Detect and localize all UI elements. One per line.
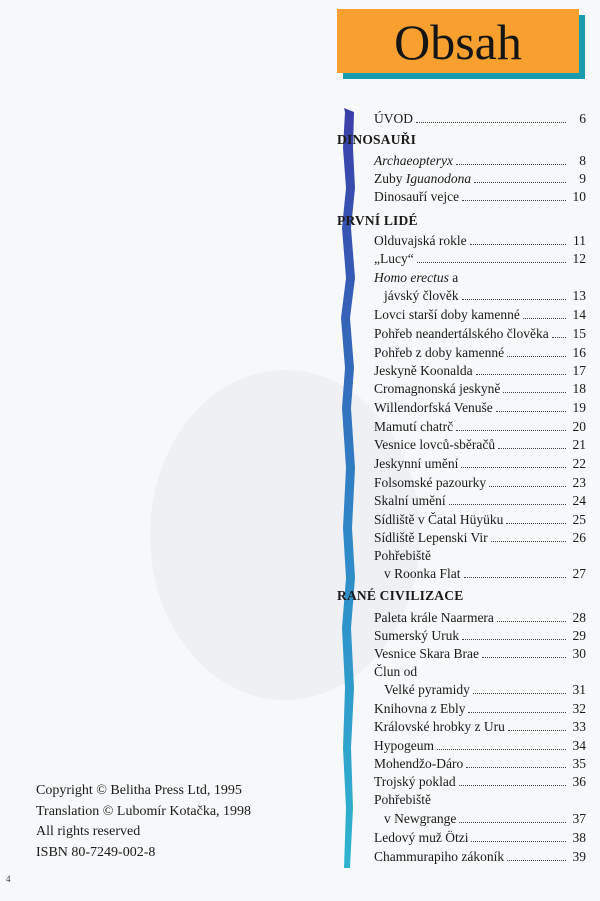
toc-entry-page: 31 [572, 682, 586, 697]
toc-entry[interactable] [374, 152, 586, 170]
toc-entry-label: Královské hrobky z Uru [374, 719, 505, 734]
toc-entry-page: 8 [579, 153, 586, 168]
toc-entry-page: 13 [572, 288, 586, 303]
section-heading: PRVNÍ LIDÉ [337, 213, 418, 228]
toc-entry-page: 27 [572, 566, 586, 581]
toc-entry-label: Dinosauří vejce [374, 189, 460, 204]
dot-leader [508, 718, 566, 731]
dot-leader [462, 287, 566, 300]
toc-entry-page: 22 [572, 456, 586, 471]
toc-entry[interactable] [374, 170, 586, 188]
dot-leader [503, 380, 566, 393]
toc-entry-label: Zuby Iguanodona [374, 171, 472, 186]
toc-entry-label: Cromagnonská jeskyně [374, 381, 501, 396]
toc-entry[interactable] [374, 718, 586, 736]
toc-entry-label: Archaeopteryx [374, 153, 453, 168]
toc-entry-label: Vesnice Skara Brae [374, 646, 479, 661]
toc-entry[interactable] [384, 681, 586, 699]
toc-entry[interactable] [374, 609, 586, 627]
toc-entry[interactable] [374, 110, 586, 128]
dot-leader [482, 645, 566, 658]
dot-leader [474, 170, 566, 183]
toc-entry-label: Ledový muž Ötzi [374, 830, 469, 845]
dot-leader [470, 232, 566, 245]
dot-leader [507, 344, 566, 357]
dot-leader [437, 737, 566, 750]
toc-entry-label: jávský člověk [384, 288, 459, 303]
toc-entry-page: 23 [572, 475, 586, 490]
dot-leader [459, 773, 566, 786]
toc-entry-page: 29 [572, 628, 586, 643]
toc-entry-page: 37 [572, 811, 586, 826]
toc-entry[interactable] [374, 529, 586, 547]
section-heading: DINOSAUŘI [337, 132, 417, 147]
toc-entry[interactable] [374, 663, 586, 681]
toc-entry[interactable] [374, 250, 586, 268]
toc-entry-label: Pohřebiště [374, 548, 431, 563]
toc-entry-label: Jeskyně Koonalda [374, 363, 473, 378]
toc-entry-label: Člun od [374, 664, 418, 679]
toc-entry[interactable] [374, 492, 586, 510]
dot-leader [464, 565, 567, 578]
toc-entry-label: Mohendžo-Dáro [374, 756, 464, 771]
toc-entry[interactable] [384, 287, 586, 305]
toc-entry-page: 25 [572, 512, 586, 527]
toc-entry[interactable] [374, 188, 586, 206]
toc-entry-label: ÚVOD [374, 111, 413, 126]
toc-entry-page: 9 [579, 171, 586, 186]
toc-entry[interactable] [374, 829, 586, 847]
dot-leader [416, 110, 566, 123]
toc-entry-label: Lovci starší doby kamenné [374, 307, 520, 322]
toc-entry-page: 28 [572, 610, 586, 625]
toc-entry-label: Skalní umění [374, 493, 446, 508]
dot-leader [506, 511, 566, 524]
toc-entry[interactable] [374, 511, 586, 529]
toc-entry-page: 30 [572, 646, 586, 661]
translation-line: Translation © Lubomír Kotačka, 1998 [36, 803, 252, 819]
toc-entry-page: 15 [572, 326, 586, 341]
toc-entry[interactable] [374, 773, 586, 791]
dot-leader [489, 474, 566, 487]
toc-entry-label: „Lucy“ [374, 251, 414, 266]
dot-leader [523, 306, 566, 319]
toc-entry-page: 6 [579, 111, 586, 126]
toc-entry[interactable] [374, 362, 586, 380]
page-title: Obsah [394, 14, 522, 70]
toc-entry[interactable] [374, 700, 586, 718]
toc-entry-page: 24 [572, 493, 586, 508]
toc-entry-label: Paleta krále Naarmera [374, 610, 494, 625]
toc-entry[interactable] [374, 399, 586, 417]
dot-leader [491, 529, 566, 542]
toc-entry-label: Velké pyramidy [384, 682, 470, 697]
toc-entry-label: v Roonka Flat [384, 566, 461, 581]
toc-entry-page: 38 [572, 830, 586, 845]
toc-entry-label: Pohřeb z doby kamenné [374, 345, 505, 360]
dot-leader [461, 455, 566, 468]
toc-entry[interactable] [374, 645, 586, 663]
toc-entry-label: Pohřebiště [374, 792, 431, 807]
toc-entry-label: Trojský poklad [374, 774, 456, 789]
toc-entry-label: Folsomské pazourky [374, 475, 487, 490]
toc-entry-page: 11 [573, 233, 586, 248]
toc-entry[interactable] [374, 436, 586, 454]
dot-leader [466, 755, 566, 768]
dot-leader [462, 188, 566, 201]
toc-entry-page: 32 [572, 701, 586, 716]
dot-leader [476, 362, 566, 375]
toc-entry[interactable] [374, 232, 586, 250]
toc-entry[interactable] [374, 380, 586, 398]
toc-entry[interactable] [374, 455, 586, 473]
dot-leader [497, 609, 566, 622]
toc-entry-label: Chammurapiho zákoník [374, 849, 505, 864]
toc-entry-label: Hypogeum [374, 738, 434, 753]
toc-entry-page: 16 [572, 345, 586, 360]
dot-leader [417, 250, 566, 263]
toc-entry[interactable] [374, 325, 586, 343]
toc-entry-page: 20 [572, 419, 586, 434]
dot-leader [449, 492, 566, 505]
toc-entry-label: Pohřeb neandertálského člověka [374, 326, 549, 341]
toc-entry-page: 19 [572, 400, 586, 415]
toc-entry-label: v Newgrange [384, 811, 457, 826]
dot-leader [468, 700, 566, 713]
toc-entry-label: Sumerský Uruk [374, 628, 460, 643]
dot-leader [496, 399, 566, 412]
toc-entry[interactable] [374, 474, 586, 492]
toc-entry[interactable] [374, 791, 586, 809]
dot-leader [498, 436, 566, 449]
toc-entry-label: Mamutí chatrč [374, 419, 454, 434]
toc-entry-page: 18 [572, 381, 586, 396]
toc-entry[interactable] [374, 306, 586, 324]
toc-entry-page: 36 [572, 774, 586, 789]
dot-leader [456, 418, 566, 431]
toc-entry-page: 26 [572, 530, 586, 545]
toc-entry-label: Vesnice lovců-sběračů [374, 437, 496, 452]
toc-entry[interactable] [374, 737, 586, 755]
toc-entry-page: 33 [572, 719, 586, 734]
toc-entry-page: 34 [572, 738, 586, 753]
toc-entry[interactable] [384, 810, 586, 828]
toc-entry-page: 17 [572, 363, 586, 378]
dot-leader [507, 848, 566, 861]
toc-entry[interactable] [374, 269, 586, 287]
toc-entry-page: 35 [572, 756, 586, 771]
rights-line: All rights reserved [36, 824, 141, 839]
toc-entry-page: 21 [572, 437, 586, 452]
toc-entry-label: Willendorfská Venuše [374, 400, 493, 415]
toc-entry[interactable] [384, 565, 586, 583]
toc-entry-page: 14 [572, 307, 586, 322]
dot-leader [462, 627, 566, 640]
section-heading: RANÉ CIVILIZACE [337, 588, 464, 603]
toc-entry-label: Olduvajská rokle [374, 233, 467, 248]
dot-leader [459, 810, 566, 823]
dot-leader [473, 681, 566, 694]
toc-entry[interactable] [374, 418, 586, 436]
copyright-block [36, 781, 251, 863]
toc-entry-page: 39 [572, 849, 586, 864]
toc-entry-label: Homo erectus a [374, 270, 459, 285]
dot-leader [471, 829, 566, 842]
toc-entry-label: Jeskynní umění [374, 456, 459, 471]
toc-entry[interactable] [374, 848, 586, 866]
toc-entry[interactable] [374, 755, 586, 773]
isbn-line: ISBN 80-7249-002-8 [36, 844, 156, 860]
toc-entry-label: Knihovna z Ebly [374, 701, 466, 716]
toc-entry[interactable] [374, 627, 586, 645]
dot-leader [552, 325, 566, 338]
toc-entry[interactable] [374, 344, 586, 362]
copyright-line: Copyright © Belitha Press Ltd, 1995 [36, 783, 242, 798]
page-number: 4 [6, 874, 11, 884]
toc-entry[interactable] [374, 547, 586, 565]
dot-leader [456, 152, 566, 165]
toc-entry-page: 12 [572, 251, 586, 266]
toc-entry-label: Sídliště v Čatal Hüyüku [374, 512, 504, 527]
toc-entry-page: 10 [572, 189, 586, 204]
toc-entry-label: Sídliště Lepenski Vir [374, 530, 488, 545]
